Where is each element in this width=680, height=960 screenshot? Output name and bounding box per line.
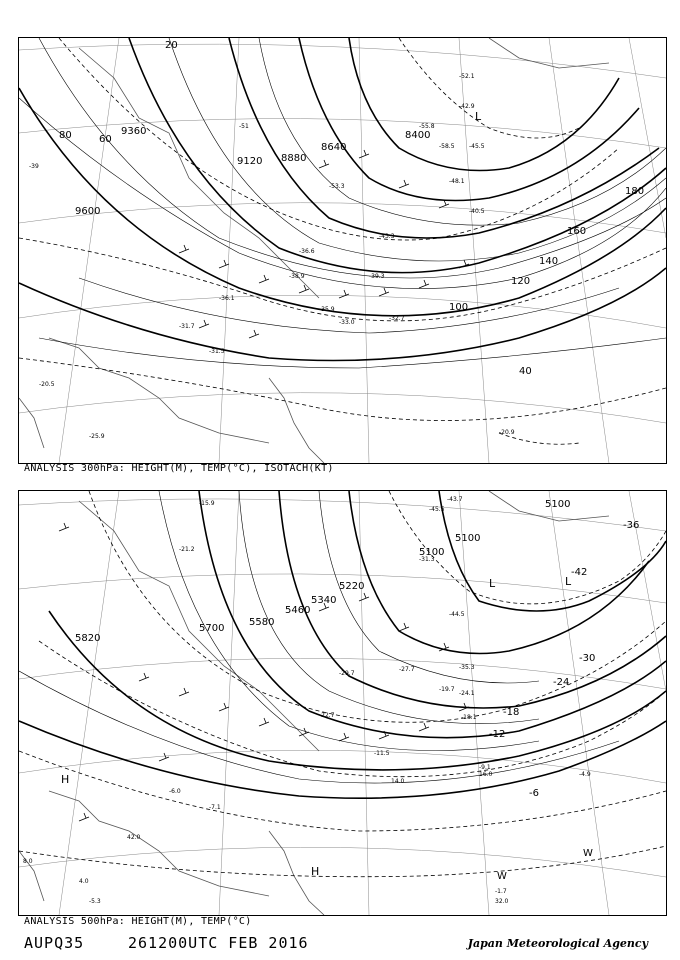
isotherm-label: -42 xyxy=(571,567,588,578)
temp-label: -48.1 xyxy=(449,178,465,185)
station-value: 42.0 xyxy=(127,834,141,841)
map-500hpa-svg xyxy=(19,491,666,915)
upper-air-500hpa-map xyxy=(18,490,667,916)
station-value: -7.1 xyxy=(209,804,221,811)
high-pressure-marker-south: H xyxy=(311,865,320,878)
upper-air-300hpa-map xyxy=(18,37,667,464)
station-value: 32.0 xyxy=(495,898,509,905)
temp-label: -45.5 xyxy=(469,143,485,150)
height-label: 5820 xyxy=(75,633,101,644)
temp-label: -20.9 xyxy=(499,429,515,436)
coastlines xyxy=(19,491,609,915)
temp-label: -53.3 xyxy=(329,183,345,190)
isotherm-label: -24 xyxy=(553,677,570,688)
station-value-group xyxy=(23,496,591,905)
isotach-label: 20 xyxy=(165,40,178,51)
isotherm-label: -30 xyxy=(579,653,596,664)
temp-label: -38.9 xyxy=(289,273,305,280)
height-label: 5100 xyxy=(545,499,571,510)
isotherm-label: -6 xyxy=(529,788,539,799)
temp-label: -33.0 xyxy=(339,319,355,326)
temp-label: -25.9 xyxy=(89,433,105,440)
isotherm-label: -36 xyxy=(623,520,640,531)
station-value: -15.9 xyxy=(199,500,215,507)
height-label: 5460 xyxy=(285,605,311,616)
temp-label: -51 xyxy=(239,123,249,130)
height-label: 8640 xyxy=(321,142,347,153)
station-value: 16.0 xyxy=(479,771,493,778)
height-label: 5100 xyxy=(419,547,445,558)
high-pressure-marker: H xyxy=(61,773,70,786)
height-label: 9120 xyxy=(237,156,263,167)
grid-lines xyxy=(19,491,666,915)
height-label: 8880 xyxy=(281,153,307,164)
map-300hpa-svg xyxy=(19,38,666,463)
height-label: 5700 xyxy=(199,623,225,634)
height-label: 8400 xyxy=(405,130,431,141)
station-value: -11.5 xyxy=(374,750,390,757)
temp-label: -40.5 xyxy=(469,208,485,215)
height-label: 9360 xyxy=(121,126,147,137)
isotherm-label: -12 xyxy=(489,729,506,740)
isotach-label: 40 xyxy=(519,366,532,377)
temp-label: -32.7 xyxy=(389,315,405,322)
station-value: -31.3 xyxy=(419,556,435,563)
station-value: -45.5 xyxy=(429,506,445,513)
station-value: -1.7 xyxy=(495,888,507,895)
height-label: 5340 xyxy=(311,595,337,606)
thin-contours xyxy=(19,491,619,783)
valid-time: 261200UTC FEB 2016 xyxy=(128,934,309,952)
isotach-label: 120 xyxy=(511,276,531,287)
station-value: -22.7 xyxy=(319,712,335,719)
station-value: -44.5 xyxy=(449,611,465,618)
height-contours xyxy=(19,491,666,798)
isotherm-label: -18 xyxy=(503,707,520,718)
isotach-label: 80 xyxy=(59,130,72,141)
isotach-label: 140 xyxy=(539,256,559,267)
isotach-label: 100 xyxy=(449,302,469,313)
height-label: 5580 xyxy=(249,617,275,628)
caption-500hpa: ANALYSIS 500hPa: HEIGHT(M), TEMP(°C) xyxy=(24,916,252,927)
temp-label: -36.6 xyxy=(299,248,315,255)
station-value: -29.7 xyxy=(339,670,355,677)
station-value: -21.2 xyxy=(179,546,195,553)
station-value: -24.1 xyxy=(459,690,475,697)
station-value: -19.7 xyxy=(439,686,455,693)
chart-code: AUPQ35 xyxy=(24,934,85,952)
station-value: -43.7 xyxy=(447,496,463,503)
station-value: 14.0 xyxy=(391,778,405,785)
temp-label: -58.5 xyxy=(439,143,455,150)
temp-label: -35.9 xyxy=(319,306,335,313)
isotach-label: 180 xyxy=(625,186,645,197)
isotherms xyxy=(19,38,666,444)
station-value: -9.1 xyxy=(479,764,491,771)
temp-label: -55.8 xyxy=(419,123,435,130)
station-value: 4.0 xyxy=(79,878,89,885)
temp-label: -39 xyxy=(29,163,39,170)
temp-label: -52.1 xyxy=(459,73,475,80)
temp-label: -31.7 xyxy=(179,323,195,330)
low-pressure-marker: L xyxy=(565,575,572,588)
height-label: 5100 xyxy=(455,533,481,544)
temp-label: -39.3 xyxy=(369,273,385,280)
caption-300hpa: ANALYSIS 300hPa: HEIGHT(M), TEMP(°C), ISOTACH(KT) xyxy=(24,463,334,474)
temp-label: -20.5 xyxy=(39,381,55,388)
station-value: -6.0 xyxy=(169,788,181,795)
station-value: 8.0 xyxy=(23,858,33,865)
height-contours xyxy=(19,38,666,361)
height-label: 5220 xyxy=(339,581,365,592)
grid-lines xyxy=(19,38,666,463)
temp-label: -36.1 xyxy=(219,295,235,302)
isotach-label: 60 xyxy=(99,134,112,145)
isotach-label: 160 xyxy=(567,226,587,237)
temp-label: -31.5 xyxy=(209,348,225,355)
temp-label: -43.3 xyxy=(379,233,395,240)
low-pressure-marker: L xyxy=(489,577,496,590)
station-value: -27.7 xyxy=(399,666,415,673)
temp-label: -42.9 xyxy=(459,103,475,110)
station-value: -5.3 xyxy=(89,898,101,905)
warm-marker: W xyxy=(497,871,507,882)
height-label: 9600 xyxy=(75,206,101,217)
warm-marker: W xyxy=(583,848,593,859)
low-pressure-marker: L xyxy=(475,110,482,123)
station-value: -18.1 xyxy=(461,714,477,721)
station-value: -4.9 xyxy=(579,771,591,778)
agency-credit: Japan Meteorological Agency xyxy=(467,937,648,950)
station-value: -35.3 xyxy=(459,664,475,671)
